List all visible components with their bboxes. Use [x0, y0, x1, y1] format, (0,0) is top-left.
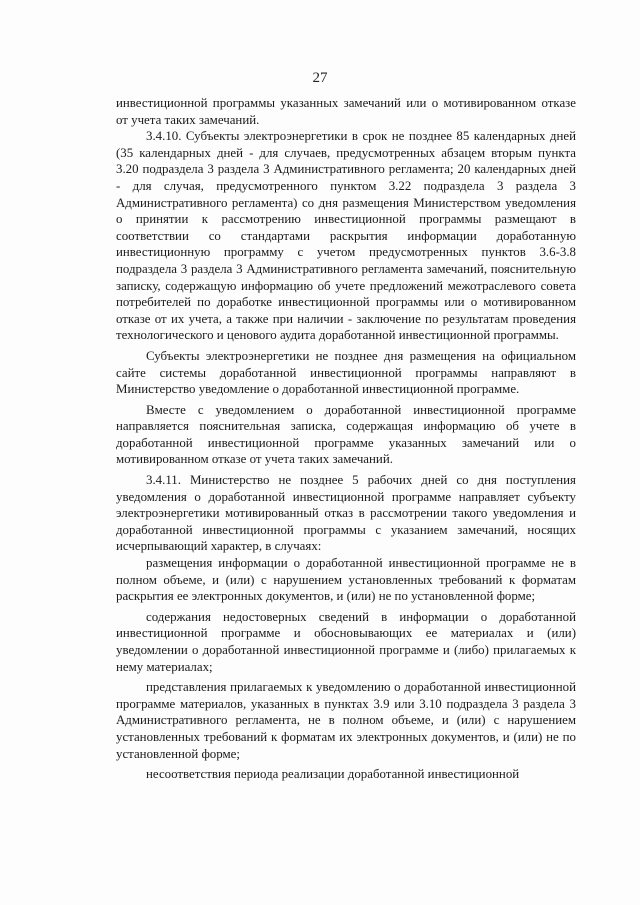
paragraph: Вместе с уведомлением о доработанной инвестиционной программе направляется пояснительная записка, содержащая информацию об учете в доработанной инвестиционной программе указанных замечаний или о мотивированном отказе от учета таких замечаний. — [116, 402, 576, 467]
paragraph: Субъекты электроэнергетики не позднее дня размещения на официальном сайте системы доработанной инвестиционной программы направляют в Министерство уведомление о доработанной инвестиционной программе. — [116, 348, 576, 397]
page-number: 27 — [312, 70, 328, 86]
paragraph: содержания недостоверных сведений в информации о доработанной инвестиционной программе и обосновывающих ее материалах и (или) уведомлении о доработанной инвестиционной программе и (либо) прилагаемых к нему материалах; — [116, 609, 576, 674]
paragraph: 3.4.11. Министерство не позднее 5 рабочих дней со дня поступления уведомления о доработанной инвестиционной программе направляет субъекту электроэнергетики мотивированный отказ в рассмотрении такого уведомления и доработанной инвестиционной программы с указанием замечаний, носящих исчерпывающий характер, в случаях: — [116, 473, 576, 554]
paragraph: 3.4.10. Субъекты электроэнергетики в срок не позднее 85 календарных дней (35 календарных дней - для случаев, предусмотренных абзацем вторым пункта 3.20 подраздела 3 раздела 3 Административного регламента; 20 календарных дней - для случая, предусмотренного пунктом 3.22 подраздела 3 раздела 3 Административного регламента) со дня размещения Министерством уведомления о принятии к рассмотрению инвестиционной программы размещают в соответствии со стандартами раскрытия информации доработанную инвестиционную программу с учетом предусмотренных пунктов 3.6-3.8 подраздела 3 раздела 3 Административного регламента замечаний, пояснительную записку, содержащую информацию об учете предложений межотраслевого совета потребителей по доработке инвестиционной программы или о мотивированном отказе от их учета, а также при наличии - заключение по результатам проведения технологического и ценового аудита доработанной инвестиционной программы. — [116, 129, 576, 343]
paragraph: инвестиционной программы указанных замечаний или о мотивированном отказе от учета таких замечаний. — [116, 96, 576, 127]
document-body — [116, 95, 576, 783]
paragraph: несоответствия периода реализации доработанной инвестиционной — [146, 767, 520, 782]
paragraph: представления прилагаемых к уведомлению о доработанной инвестиционной программе материалов, указанных в пунктах 3.9 или 3.10 подраздела 3 раздела 3 Административного регламента, не в полном объеме, и (или) с нарушением установленных требований к форматам их электронных документов, и (или) не по установленной форме; — [116, 680, 576, 761]
paragraph: размещения информации о доработанной инвестиционной программе не в полном объеме, и (или) с нарушением установленных требований к форматам раскрытия ее электронных документов, и (или) не по установленной форме; — [116, 556, 576, 604]
